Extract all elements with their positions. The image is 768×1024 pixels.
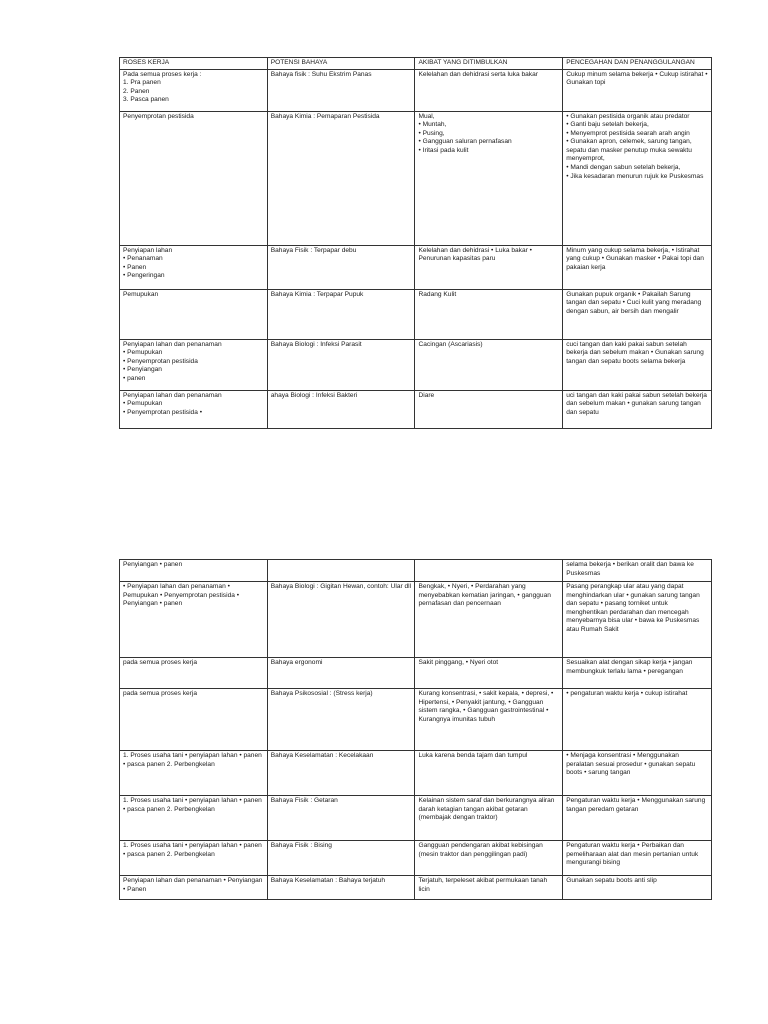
cell-text: • Penyemprotan pestisida xyxy=(123,357,198,365)
cell-text: 1. Pra panen xyxy=(123,79,161,87)
cell-effect xyxy=(415,689,563,751)
cell-text: Bahaya ergonomi xyxy=(270,659,323,666)
table2-body xyxy=(120,560,712,900)
table-header-row xyxy=(120,58,712,70)
cell-prevention xyxy=(563,245,712,289)
cell-process xyxy=(120,796,268,841)
cell-process xyxy=(120,841,268,876)
cell-text: • Penyemprotan pestisida • xyxy=(123,408,203,416)
cell-text: Gangguan pendengaran akibat kebisingan (mesin traktor dan penggilingan padi) xyxy=(418,842,543,858)
cell-process xyxy=(120,289,268,339)
table-row xyxy=(120,751,712,796)
cell-text: • Penyiangan xyxy=(123,366,162,374)
cell-effect xyxy=(415,289,563,339)
header-hazard: POTENSI BAHAYA xyxy=(267,58,415,70)
cell-hazard xyxy=(267,339,415,390)
cell-text: Gunakan pupuk organik • Pakailah Sarung tangan dan sepatu • Cuci kulit yang meradang dengan sabun, air bersih dan mengalir xyxy=(566,290,702,315)
cell-hazard xyxy=(267,796,415,841)
cell-text: • Menjaga konsentrasi • Menggunakan peralatan sesuai prosedur • gunakan sepatu boots • sarung tangan xyxy=(566,752,696,777)
cell-text: Penyiapan lahan xyxy=(123,246,173,254)
cell-text: Kurang konsentrasi, • sakit kepala, • depresi, • Hipertensi, • Penyakit jantung, • Gangguan sistem rangka, • Gangguan gastrointestinal • Kurangnya imunitas tubuh xyxy=(418,690,554,723)
cell-text: • Gangguan saluran pernafasan xyxy=(418,138,512,146)
cell-effect xyxy=(415,390,563,428)
cell-text: selama bekerja • berikan oralit dan bawa ke Puskesmas xyxy=(566,561,694,577)
cell-text: Pengaturan waktu kerja • Menggunakan sarung tangan peredam getaran xyxy=(566,797,706,813)
cell-effect xyxy=(415,841,563,876)
cell-text: • Mandi dengan sabun setelah bekerja, xyxy=(566,163,681,171)
cell-text: • panen xyxy=(123,374,146,382)
cell-process xyxy=(120,658,268,689)
table-row xyxy=(120,339,712,390)
cell-prevention xyxy=(563,582,712,658)
table1-body xyxy=(120,69,712,428)
cell-prevention xyxy=(563,339,712,390)
cell-effect xyxy=(415,876,563,900)
cell-prevention xyxy=(563,796,712,841)
cell-text: ahaya Biologi : Infeksi Bakteri xyxy=(270,391,358,399)
cell-text: Kelelahan dan dehidrasi serta luka bakar xyxy=(418,70,538,78)
table-row xyxy=(120,689,712,751)
cell-text: Sakit pinggang, • Nyeri otot xyxy=(418,659,499,666)
cell-text: Gunakan sepatu boots anti slip xyxy=(566,877,657,884)
cell-process xyxy=(120,876,268,900)
cell-hazard xyxy=(267,751,415,796)
cell-hazard xyxy=(267,560,415,582)
table-row xyxy=(120,245,712,289)
cell-text: Bahaya Biologi : Infeksi Parasit xyxy=(270,340,362,348)
header-prevention: PENCEGAHAN DAN PENANGGULANGAN xyxy=(563,58,712,70)
cell-text: Bahaya fisik : Suhu Ekstrim Panas xyxy=(270,70,372,78)
cell-process xyxy=(120,339,268,390)
cell-text: Pemupukan xyxy=(123,290,159,298)
cell-text: Luka karena benda tajam dan tumpul xyxy=(418,752,528,759)
cell-text: • Pemupukan xyxy=(123,400,163,408)
cell-text: Penyiapan lahan dan penanaman xyxy=(123,340,222,348)
cell-process xyxy=(120,689,268,751)
cell-prevention xyxy=(563,560,712,582)
cell-text: pada semua proses kerja xyxy=(123,659,198,666)
cell-text: • Muntah, xyxy=(418,121,447,129)
cell-hazard xyxy=(267,658,415,689)
cell-text: Bahaya Keselamatan : Kecelakaan xyxy=(270,752,374,759)
cell-text: • Panen xyxy=(123,263,147,271)
cell-prevention xyxy=(563,841,712,876)
cell-effect xyxy=(415,582,563,658)
cell-text: Bahaya Keselamatan : Bahaya terjatuh xyxy=(270,877,386,884)
cell-process xyxy=(120,582,268,658)
table-row xyxy=(120,111,712,245)
cell-text: 1. Proses usaha tani • penyiapan lahan • panen • pasca panen 2. Perbengkelan xyxy=(123,797,262,813)
cell-process xyxy=(120,69,268,111)
cell-prevention xyxy=(563,751,712,796)
cell-text: • Ganti baju setelah bekerja, xyxy=(566,121,649,129)
cell-hazard xyxy=(267,111,415,245)
table-row xyxy=(120,582,712,658)
cell-text: • Pusing, xyxy=(418,129,445,137)
cell-text: pada semua proses kerja xyxy=(123,690,198,697)
table-row xyxy=(120,69,712,111)
cell-effect xyxy=(415,111,563,245)
cell-text: Penyiapan lahan dan penanaman • Penyiangan • Panen xyxy=(123,877,263,893)
cell-text: Bengkak, • Nyeri, • Perdarahan yang menyebabkan kematian jaringan, • gangguan pernafasan dan pencernaan xyxy=(418,583,551,608)
cell-text: Bahaya Biologi : Gigitan Hewan, contoh: Ular dll xyxy=(270,583,412,590)
cell-text: Pada semua proses kerja : xyxy=(123,70,202,78)
cell-text: • Gunakan apron, celemek, sarung tangan, sepatu dan masker penutup muka sewaktu menyemprot, xyxy=(566,138,692,163)
cell-text: Kelainan sistem saraf dan berkurangnya aliran darah ketagian tangan akibat getaran (membajak dengan traktor) xyxy=(418,797,555,822)
cell-hazard xyxy=(267,69,415,111)
table-row xyxy=(120,658,712,689)
cell-text: Bahaya Fisik : Getaran xyxy=(270,797,338,804)
risk-table-page-1 xyxy=(119,57,712,429)
cell-effect xyxy=(415,245,563,289)
cell-text: • Penyiapan lahan dan penanaman • Pemupukan • Penyemprotan pestisida • Penyiangan • panen xyxy=(123,583,240,608)
header-process: ROSES KERJA xyxy=(120,58,268,70)
cell-prevention xyxy=(563,390,712,428)
table-row xyxy=(120,876,712,900)
cell-prevention xyxy=(563,689,712,751)
cell-hazard xyxy=(267,289,415,339)
cell-text: • Menyemprot pestisida searah arah angin xyxy=(566,129,690,137)
cell-text: 1. Proses usaha tani • penyiapan lahan • panen • pasca panen 2. Perbengkelan xyxy=(123,842,262,858)
cell-text: Minum yang cukup selama bekerja, • Istirahat yang cukup • Gunakan masker • Pakai topi dan pakaian kerja xyxy=(566,246,704,271)
cell-prevention xyxy=(563,876,712,900)
cell-text: cuci tangan dan kaki pakai sabun setelah bekerja dan sebelum makan • Gunakan sarung tangan dan sepatu boots selama bekerja xyxy=(566,340,704,365)
cell-effect xyxy=(415,751,563,796)
table-row xyxy=(120,841,712,876)
risk-table-page-2 xyxy=(119,559,712,900)
cell-text: Bahaya Kimia : Pemaparan Pestisida xyxy=(270,112,380,120)
cell-hazard xyxy=(267,245,415,289)
cell-text: Bahaya Fisik : Terpapar debu xyxy=(270,246,357,254)
cell-text: Penyiapan lahan dan penanaman xyxy=(123,391,222,399)
cell-text: Bahaya Fisik : Bising xyxy=(270,842,332,849)
cell-prevention xyxy=(563,289,712,339)
cell-text: Penyemprotan pestisida xyxy=(123,112,194,120)
cell-effect xyxy=(415,69,563,111)
cell-text: 1. Proses usaha tani • penyiapan lahan • panen • pasca panen 2. Perbengkelan xyxy=(123,752,262,768)
cell-hazard xyxy=(267,689,415,751)
cell-text: 2. Panen xyxy=(123,87,150,95)
cell-prevention xyxy=(563,658,712,689)
cell-process xyxy=(120,111,268,245)
cell-text: Bahaya Kimia : Terpapar Pupuk xyxy=(270,290,364,298)
cell-text: Bahaya Psikososial : (Stress kerja) xyxy=(270,690,373,697)
cell-effect xyxy=(415,339,563,390)
cell-effect xyxy=(415,796,563,841)
cell-hazard xyxy=(267,841,415,876)
cell-effect xyxy=(415,658,563,689)
cell-text: • Pengeringan xyxy=(123,272,165,280)
table-row xyxy=(120,796,712,841)
header-effect: AKIBAT YANG DITIMBULKAN xyxy=(415,58,563,70)
cell-text: Terjatuh, terpeleset akibat permukaan tanah licin xyxy=(418,877,548,893)
cell-text: • pengaturan waktu kerja • cukup istirahat xyxy=(566,690,688,697)
cell-text: Radang Kulit xyxy=(418,290,457,298)
cell-text: Penyiangan • panen xyxy=(123,561,183,568)
cell-process xyxy=(120,751,268,796)
cell-text: uci tangan dan kaki pakai sabun setelah bekerja dan sebelum makan • gunakan sarung tangan dan sepatu xyxy=(566,391,707,416)
cell-text: Pasang perangkap ular atau yang dapat menghindarkan ular • gunakan sarung tangan dan sepatu • pasang torniket untuk menghentikan perdarahan dan mencegah menyebarnya bisa ular • bawa ke Puskesmas atau Rumah Sakit xyxy=(566,583,700,633)
cell-text: Kelelahan dan dehidrasi • Luka bakar • Penurunan kapasitas paru xyxy=(418,246,532,263)
cell-text: • Penanaman xyxy=(123,255,163,263)
cell-text: Cacingan (Ascariasis) xyxy=(418,340,483,348)
table-row xyxy=(120,390,712,428)
cell-prevention xyxy=(563,69,712,111)
cell-text: Diare xyxy=(418,391,435,399)
cell-text: 3. Pasca panen xyxy=(123,96,169,104)
cell-text: Sesuaikan alat dengan sikap kerja • jangan membungkuk terlalu lama • peregangan xyxy=(566,659,693,675)
cell-text: • Jika kesadaran menurun rujuk ke Puskesmas xyxy=(566,172,704,180)
table-row xyxy=(120,289,712,339)
table-row xyxy=(120,560,712,582)
cell-text: • Iritasi pada kulit xyxy=(418,146,469,154)
cell-effect xyxy=(415,560,563,582)
cell-hazard xyxy=(267,582,415,658)
cell-prevention xyxy=(563,111,712,245)
cell-text: Mual, xyxy=(418,112,435,120)
cell-process xyxy=(120,390,268,428)
cell-process xyxy=(120,560,268,582)
cell-text: Pengaturan waktu kerja • Perbaikan dan pemeliharaan alat dan mesin pertanian untuk mengurangi bising xyxy=(566,842,699,867)
cell-text: • Pemupukan xyxy=(123,349,163,357)
cell-hazard xyxy=(267,390,415,428)
cell-text: • Gunakan pestisida organik atau predator xyxy=(566,112,690,120)
cell-hazard xyxy=(267,876,415,900)
cell-process xyxy=(120,245,268,289)
cell-text: Cukup minum selama bekerja • Cukup istirahat • Gunakan topi xyxy=(566,70,708,87)
